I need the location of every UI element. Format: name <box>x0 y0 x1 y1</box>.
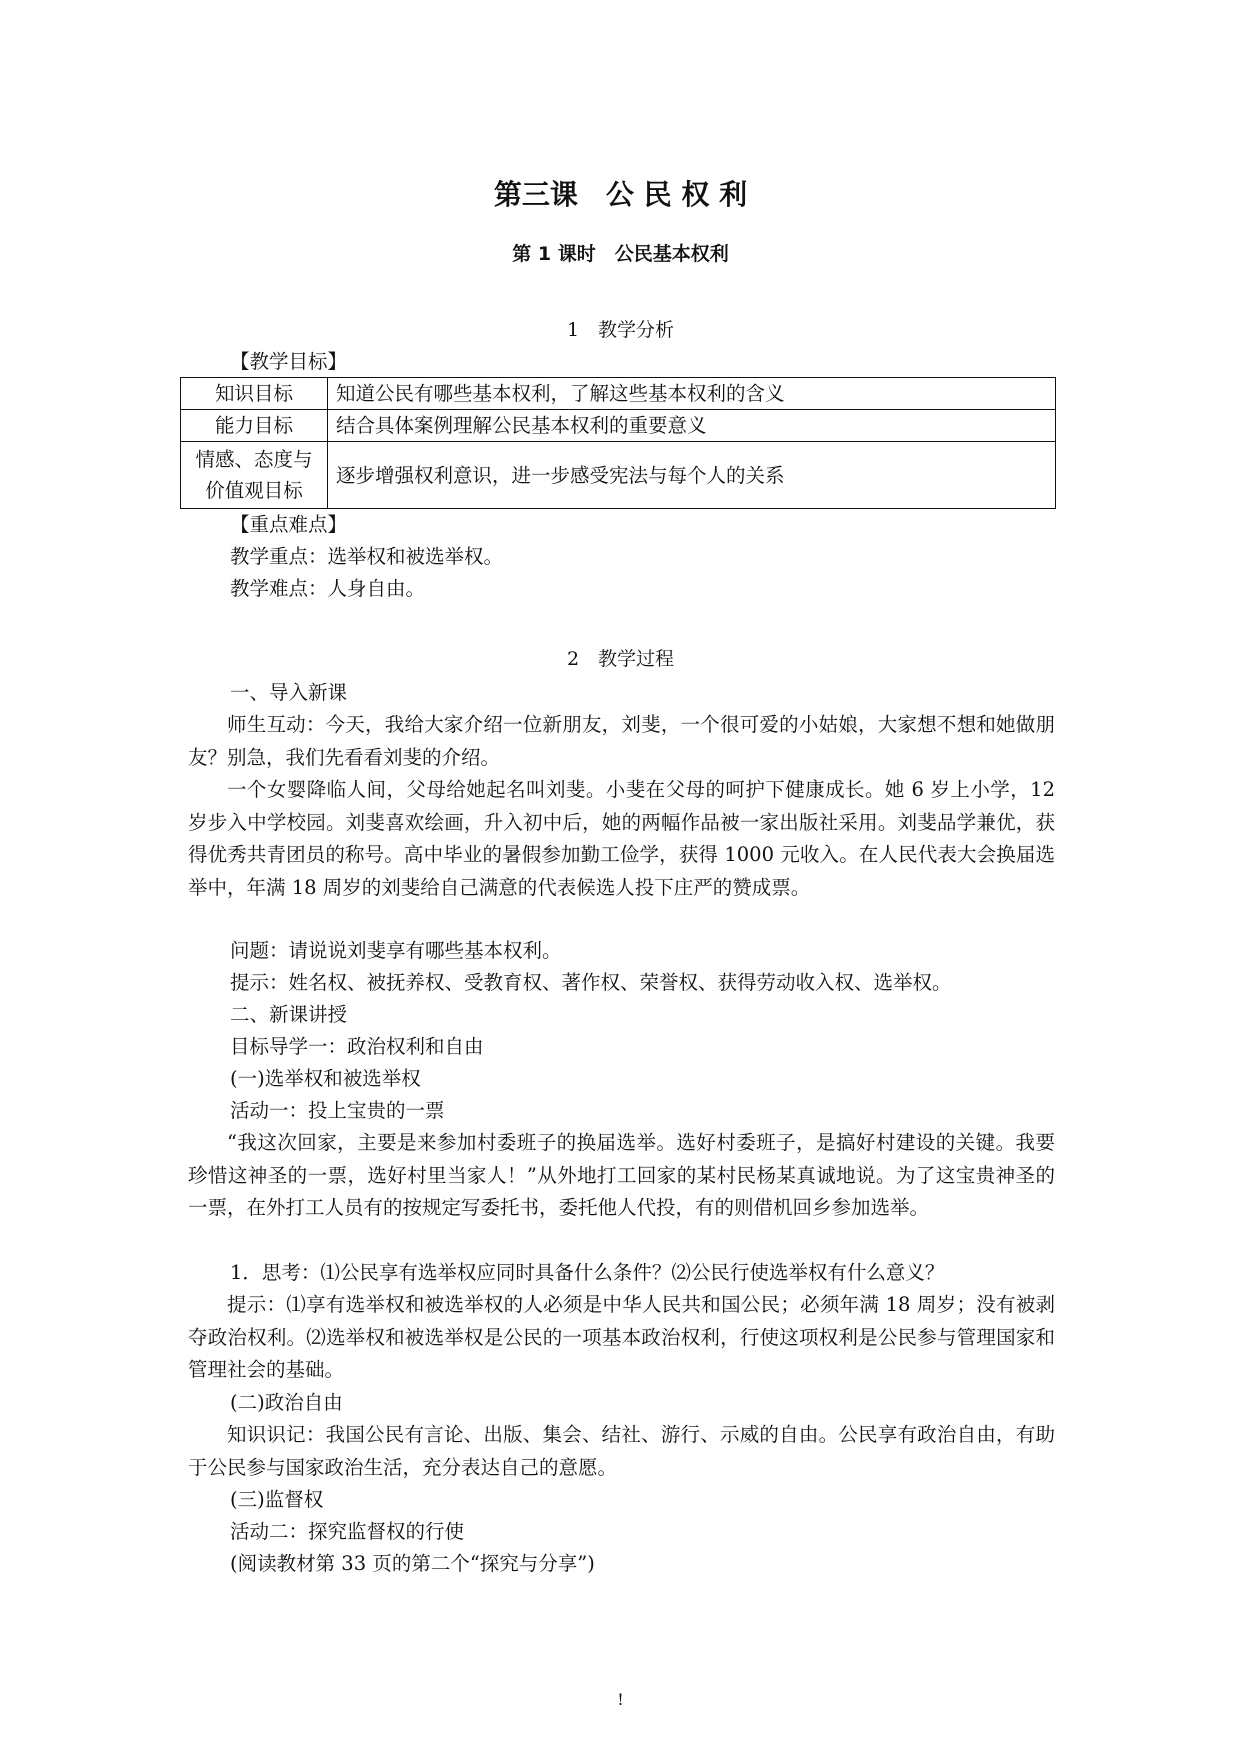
lesson-subtitle: 第 1 课时 公民基本权利 <box>512 243 729 265</box>
goal-text: 知道公民有哪些基本权利，了解这些基本权利的含义 <box>328 378 1056 410</box>
key-points-label: 【重点难点】 <box>230 513 348 536</box>
goal-text: 结合具体案例理解公民基本权利的重要意义 <box>328 410 1056 442</box>
goal-label-line: 情感、态度与 <box>195 448 313 471</box>
activity-heading: 活动二：探究监督权的行使 <box>230 1520 465 1543</box>
part2-heading: 二、新课讲授 <box>230 1003 348 1026</box>
table-row <box>181 378 1056 410</box>
hint-text: 提示：姓名权、被抚养权、受教育权、著作权、荣誉权、获得劳动收入权、选举权。 <box>230 971 952 994</box>
paragraph-knowledge: 知识识记：我国公民有言论、出版、集会、结社、游行、示威的自由。公民享有政治自由，有助于公民参与国家政治生活，充分表达自己的意愿。 <box>188 1423 1055 1479</box>
goal-label <box>181 442 328 509</box>
subsection-heading: (二)政治自由 <box>230 1391 343 1414</box>
goal-label-line: 价值观目标 <box>205 479 303 502</box>
part1-heading: 一、导入新课 <box>230 681 348 704</box>
paragraph-interaction: 师生互动：今天，我给大家介绍一位新朋友，刘斐，一个很可爱的小姑娘，大家想不想和她做朋友？别急，我们先看看刘斐的介绍。 <box>188 713 1055 769</box>
page-mark: ! <box>617 1690 624 1709</box>
goal-label: 能力目标 <box>181 410 328 442</box>
paragraph-story: 一个女婴降临人间，父母给她起名叫刘斐。小斐在父母的呵护下健康成长。她 6 岁上小学，12 岁步入中学校园。刘斐喜欢绘画，升入初中后，她的两幅作品被一家出版社采用。刘斐品学兼优，获得优秀共青团员的称号。高中毕业的暑假参加勤工俭学，获得 1000 元收入。在人民代表大会换届选举中，年满 18 周岁的刘斐给自己满意的代表候选人投下庄严的赞成票。 <box>188 778 1055 899</box>
table-row <box>181 442 1056 509</box>
subsection-heading: (三)监督权 <box>230 1488 324 1511</box>
reading-note: (阅读教材第 33 页的第二个“探究与分享”) <box>230 1552 595 1575</box>
paragraph-hint: 提示：⑴享有选举权和被选举权的人必须是中华人民共和国公民；必须年满 18 周岁；没有被剥夺政治权利。⑵选举权和被选举权是公民的一项基本政治权利，行使这项权利是公民参与管理国家和管理社会的基础。 <box>188 1293 1055 1381</box>
goals-label: 【教学目标】 <box>230 350 348 373</box>
goal-guide-heading: 目标导学一：政治权利和自由 <box>230 1035 484 1058</box>
key-point: 教学重点：选举权和被选举权。 <box>230 545 504 568</box>
section-heading-process: 2 教学过程 <box>566 648 675 670</box>
subsection-heading: (一)选举权和被选举权 <box>230 1067 421 1090</box>
section-heading-analysis: 1 教学分析 <box>566 319 675 341</box>
table-row <box>181 410 1056 442</box>
question-text: 问题：请说说刘斐享有哪些基本权利。 <box>230 939 562 962</box>
goals-table <box>180 377 1056 509</box>
goal-label: 知识目标 <box>181 378 328 410</box>
think-question: 1．思考：⑴公民享有选举权应同时具备什么条件？⑵公民行使选举权有什么意义？ <box>230 1261 945 1284</box>
activity-heading: 活动一：投上宝贵的一票 <box>230 1099 445 1122</box>
goal-text: 逐步增强权利意识，进一步感受宪法与每个人的关系 <box>328 442 1056 509</box>
difficult-point: 教学难点：人身自由。 <box>230 577 426 600</box>
paragraph-quote: “我这次回家，主要是来参加村委班子的换届选举。选好村委班子，是搞好村建设的关键。我要珍惜这神圣的一票，选好村里当家人！”从外地打工回家的某村民杨某真诚地说。为了这宝贵神圣的一票，在外打工人员有的按规定写委托书，委托他人代投，有的则借机回乡参加选举。 <box>188 1131 1055 1219</box>
lesson-title: 第三课 公 民 权 利 <box>493 178 748 211</box>
